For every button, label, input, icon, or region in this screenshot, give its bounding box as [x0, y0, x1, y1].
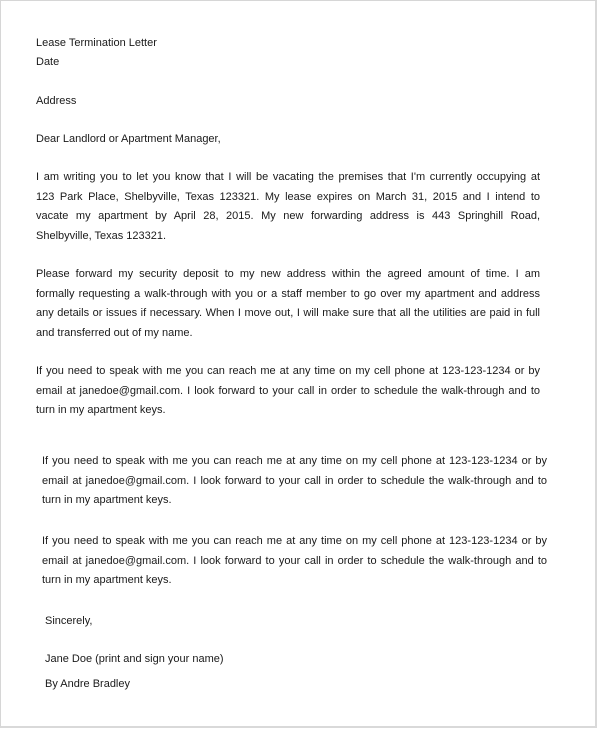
- paragraph-security-deposit: [36, 265, 540, 343]
- paragraph-vacating-notice: [36, 168, 540, 246]
- paragraph-line: vacate my apartment by April 28, 2015. My new forwarding address is 443 Springhill Road,: [36, 210, 540, 222]
- letter-title: Lease Termination Letter: [36, 37, 157, 49]
- date-placeholder: Date: [36, 56, 60, 68]
- paragraph-line: If you need to speak with me you can reach me at any time on my cell phone at 123-123-1234 or by: [42, 535, 547, 547]
- paragraph-line: formally requesting a walk-through with you or a staff member to go over my apartment and address: [36, 287, 540, 300]
- paragraph-line: turn in my apartment keys.: [42, 574, 172, 586]
- paragraph-line: email at janedoe@gmail.com. I look forward to your call in order to schedule the walk-through and to: [42, 554, 547, 567]
- paragraph-line: turn in my apartment keys.: [42, 494, 172, 506]
- paragraph-contact-2: [42, 452, 547, 511]
- paragraph-line: email at janedoe@gmail.com. I look forward to your call in order to schedule the walk-through and to: [36, 384, 540, 397]
- paragraph-line: If you need to speak with me you can reach me at any time on my cell phone at 123-123-1234 or by: [36, 365, 540, 377]
- author-line: By Andre Bradley: [45, 678, 130, 690]
- signature-name: Jane Doe (print and sign your name): [45, 653, 224, 665]
- address-placeholder: Address: [36, 95, 77, 107]
- paragraph-contact-1: [36, 362, 540, 421]
- paragraph-contact-3: [42, 532, 547, 591]
- paragraph-line: 123 Park Place, Shelbyville, Texas 123321. My lease expires on March 31, 2015 and I intend to: [36, 190, 540, 203]
- paragraph-line: any details or issues if necessary. When I move out, I will make sure that all the utilities are paid in full: [36, 307, 540, 319]
- closing: Sincerely,: [45, 615, 93, 627]
- paragraph-line: and transferred out of my name.: [36, 326, 193, 339]
- paragraph-line: Please forward my security deposit to my new address within the agreed amount of time. I am: [36, 268, 540, 280]
- paragraph-line: I am writing you to let you know that I will be vacating the premises that I'm currently occupying at: [36, 171, 540, 183]
- salutation: Dear Landlord or Apartment Manager,: [36, 133, 221, 145]
- paragraph-line: turn in my apartment keys.: [36, 404, 166, 416]
- paragraph-line: If you need to speak with me you can reach me at any time on my cell phone at 123-123-1234 or by: [42, 455, 547, 467]
- paragraph-line: email at janedoe@gmail.com. I look forward to your call in order to schedule the walk-through and to: [42, 474, 547, 487]
- paragraph-line: Shelbyville, Texas 123321.: [36, 229, 167, 242]
